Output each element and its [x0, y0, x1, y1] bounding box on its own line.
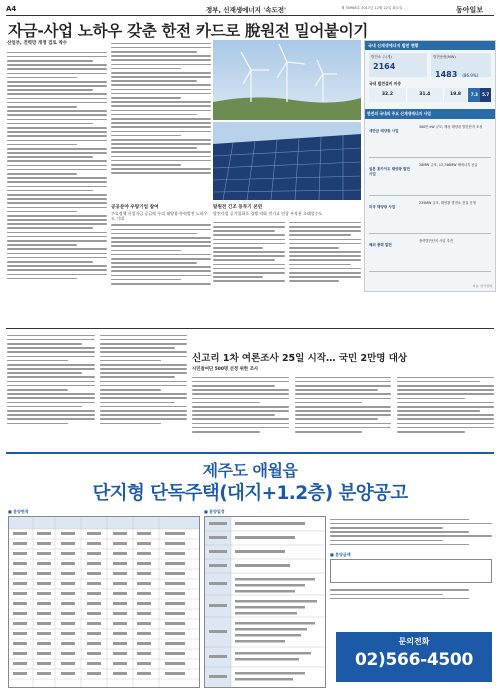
contact-label: 문의전화 [398, 637, 430, 646]
price-label: ■ 분양금액 [330, 552, 351, 557]
project-row-label: 해외 풍력 발전 [369, 243, 392, 247]
schedule-table [204, 516, 326, 688]
stat-box-2-label: 발전용량(MW) [433, 55, 456, 59]
article2-lead: 시민참여단 500명 선정 위한 조사 [192, 367, 259, 372]
subhead-1-sub: 주요정책 사업자금 공급에 우리 태양광·풍력발전 노하우도 기대 [111, 211, 208, 222]
project-row-label: 미국 태양광 사업 [369, 205, 396, 209]
stat-segment: 31.4 [407, 88, 444, 102]
project-row [369, 235, 491, 272]
ad-title-2: 단지형 단독주택(대지+1.2층) 분양공고 [92, 483, 408, 504]
subhead-1: 공공분야 우량기업 참여 [111, 205, 159, 210]
ad-section [6, 452, 494, 690]
infographic-source: 자료: 한국전력 [472, 284, 492, 288]
main-headline: 자금-사업 노하우 갖춘 한전 카드로 脫원전 밀어붙이기 [8, 22, 369, 40]
stat-segment: 19.8 [444, 88, 469, 102]
project-row [369, 197, 491, 234]
subhead-2-sub: 발전사업 공기업화로 경쟁 약화 전기료 인상 부작용 초래할수도 [213, 211, 323, 216]
infographic-title-bar [365, 41, 495, 50]
article1-col3-lower [213, 204, 361, 324]
solar-panel-photo [213, 122, 361, 200]
ad-title-1: 제주도 애월읍 [202, 461, 298, 480]
project-row [369, 159, 491, 196]
schedule-label: ■ 분양일정 [204, 509, 225, 514]
stat-box-2-value: 1483 [435, 70, 458, 79]
project-row-desc: 28MW 규모, 13,746MW 제에너지 공급 [419, 163, 478, 167]
ad-info-block [330, 516, 492, 626]
stat-box-2 [431, 53, 491, 77]
stat-box-1-label: 발전소 수(개) [371, 55, 392, 59]
page-header [6, 3, 494, 16]
infographic-subtitle: 국내 발전설비 비중 [369, 81, 401, 86]
project-row-desc: 풍력발전단지 사업 추진 [419, 239, 453, 243]
infographic-lower-title: 한전의 국내외 주요 신재생에너지 사업 [365, 109, 495, 119]
article1-col1 [7, 49, 107, 329]
article1-col2 [111, 40, 211, 200]
subhead-2: 탈원전 긴조 동투기 본연 [213, 205, 263, 210]
article1-bottom-columns [7, 332, 187, 450]
stat-segment: 5.7 [480, 88, 491, 102]
project-row-desc: 235MW 규모, 태양광 발전소 건설 운영 [419, 201, 476, 205]
contact-phone[interactable]: 02)566-4500 [355, 650, 473, 670]
stat-bar [369, 88, 491, 102]
article1-col2-lower [111, 204, 211, 324]
issue-date: 제 30968호 2017년 12월 22일 화요일 [341, 6, 403, 10]
newspaper-logo: 동아일보 [456, 4, 484, 14]
contact-box[interactable] [336, 632, 492, 682]
area-table [8, 516, 200, 688]
stat-box-1 [369, 53, 427, 77]
project-row-label: 새만금 태양광 사업 [369, 129, 399, 133]
infographic-title: 국내 신재생에너지 발전 현황 [368, 43, 419, 48]
stat-segment: 7.3 [468, 88, 480, 102]
project-row [369, 121, 491, 158]
infographic-panel [364, 40, 496, 292]
stat-segment: 32.2 [369, 88, 407, 102]
page-number: A4 [6, 5, 17, 13]
area-table-label: ■ 분양면적 [8, 509, 29, 514]
wind-turbine-photo [213, 40, 361, 120]
article2-headline: 신고리 1차 여론조사 25일 시작… 국민 2만명 대상 [192, 353, 408, 364]
project-row-desc: 300만 kW 규모, 해상 태양광 발전단지 조성 [419, 125, 483, 129]
article2-columns [192, 374, 494, 448]
stat-box-1-value: 2164 [373, 62, 396, 71]
section-divider [6, 328, 494, 329]
project-row-label: 일본 홋카이도 태양광 발전 사업 [369, 167, 410, 176]
article1-lead-title: 산업부, 전력망 개정 검토 착수 [7, 41, 68, 46]
stat-box-2-unit: (86.9%) [462, 73, 479, 78]
section-title: 정부, 신재생에너지 '속도전' [206, 6, 287, 14]
